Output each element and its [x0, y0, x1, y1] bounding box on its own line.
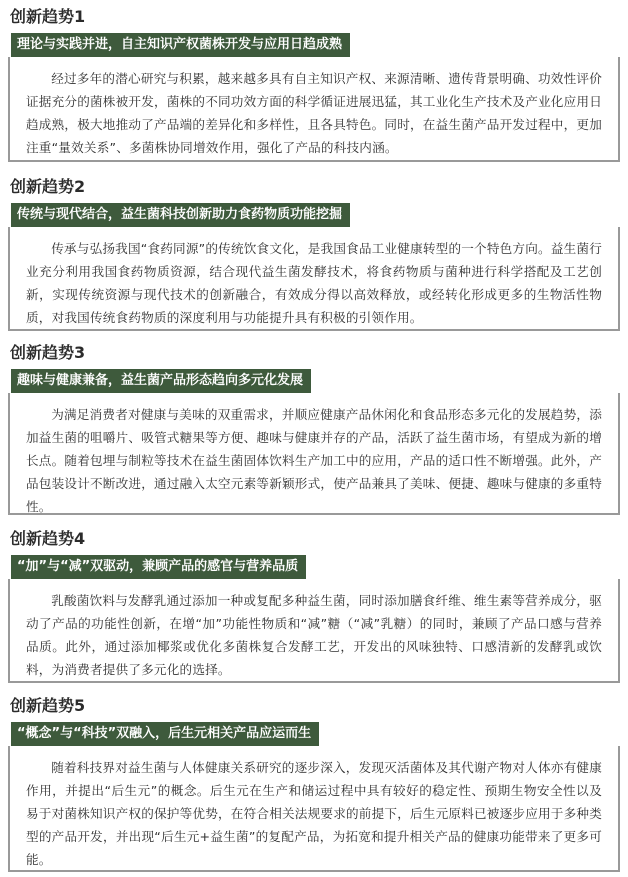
trend-paragraph: 乳酸菌饮料与发酵乳通过添加一种或复配多种益生菌，同时添加膳食纤维、维生素等营养成分，驱动了产品的功能性创新，在增“加”功能性物质和“减”糖（“减”乳糖）的同时，兼顾了产品口感与营养品质。此外，通过添加椰浆或优化多菌株复合发酵工艺，开发出的风味独特、口感清新的发酵乳或饮料，为消费者提供了多元化的选择。	[26, 593, 602, 677]
trend-heading: 创新趋势2	[10, 177, 86, 196]
trend-content-box	[8, 57, 620, 162]
trend-banner: “概念”与“科技”双融入，后生元相关产品应运而生	[11, 722, 319, 746]
trend-paragraph: 经过多年的潜心研究与积累，越来越多具有自主知识产权、来源清晰、遗传背景明确、功效性评价证据充分的菌株被开发，菌株的不同功效方面的科学循证进展迅猛，其工业化生产技术及产业化应用日趋成熟，极大地推动了产品端的差异化和多样性，且各具特色。同时，在益生菌产品开发过程中，更加注重“量效关系”、多菌株协同增效作用，强化了产品的科技内涵。	[26, 71, 602, 155]
trend-heading: 创新趋势5	[10, 696, 86, 715]
trend-heading: 创新趋势3	[10, 343, 86, 362]
trend-content-box	[8, 227, 620, 331]
trend-paragraph: 随着科技界对益生菌与人体健康关系研究的逐步深入，发现灭活菌体及其代谢产物对人体亦有健康作用，并提出“后生元”的概念。后生元在生产和储运过程中具有较好的稳定性、预期生物安全性以及易于对菌株知识产权的保护等优势，在符合相关法规要求的前提下，后生元原料已被逐步应用于多种类型的产品开发，并出现“后生元+益生菌”的复配产品，为拓宽和提升相关产品的健康功能带来了更多可能。	[26, 760, 602, 867]
trend-heading: 创新趋势1	[10, 7, 86, 26]
trend-section-1	[0, 6, 628, 162]
trend-paragraph: 传承与弘扬我国“食药同源”的传统饮食文化，是我国食品工业健康转型的一个特色方向。益生菌行业充分利用我国食药物质资源，结合现代益生菌发酵技术，将食药物质与菌种进行科学搭配及工艺创新，实现传统资源与现代技术的创新融合，有效成分得以高效释放，或经转化形成更多的生物活性物质，对我国传统食药物质的深度利用与功能提升具有积极的引领作用。	[26, 241, 602, 325]
trend-banner: 传统与现代结合，益生菌科技创新助力食药物质功能挖掘	[11, 203, 350, 227]
trend-content-box	[8, 393, 620, 515]
trend-banner: “加”与“减”双驱动，兼顾产品的感官与营养品质	[11, 555, 306, 579]
trend-paragraph: 为满足消费者对健康与美味的双重需求，并顺应健康产品休闲化和食品形态多元化的发展趋势，添加益生菌的咀嚼片、吸管式糖果等方便、趣味与健康并存的产品，活跃了益生菌市场，有望成为新的增长点。随着包埋与制粒等技术在益生菌固体饮料生产加工中的应用，产品的适口性不断增强。此外，产品包装设计不断改进，通过融入太空元素等新颖形式，使产品兼具了美味、便捷、趣味与健康的多重特性。	[26, 407, 602, 514]
trend-section-3	[0, 342, 628, 514]
trend-section-4	[0, 528, 628, 681]
trend-content-box	[8, 746, 620, 872]
trend-section-5	[0, 695, 628, 872]
trend-content-box	[8, 579, 620, 683]
trend-section-2	[0, 176, 628, 331]
trend-heading: 创新趋势4	[10, 529, 86, 548]
trend-banner: 理论与实践并进，自主知识产权菌株开发与应用日趋成熟	[11, 33, 350, 57]
trend-banner: 趣味与健康兼备，益生菌产品形态趋向多元化发展	[11, 369, 311, 393]
